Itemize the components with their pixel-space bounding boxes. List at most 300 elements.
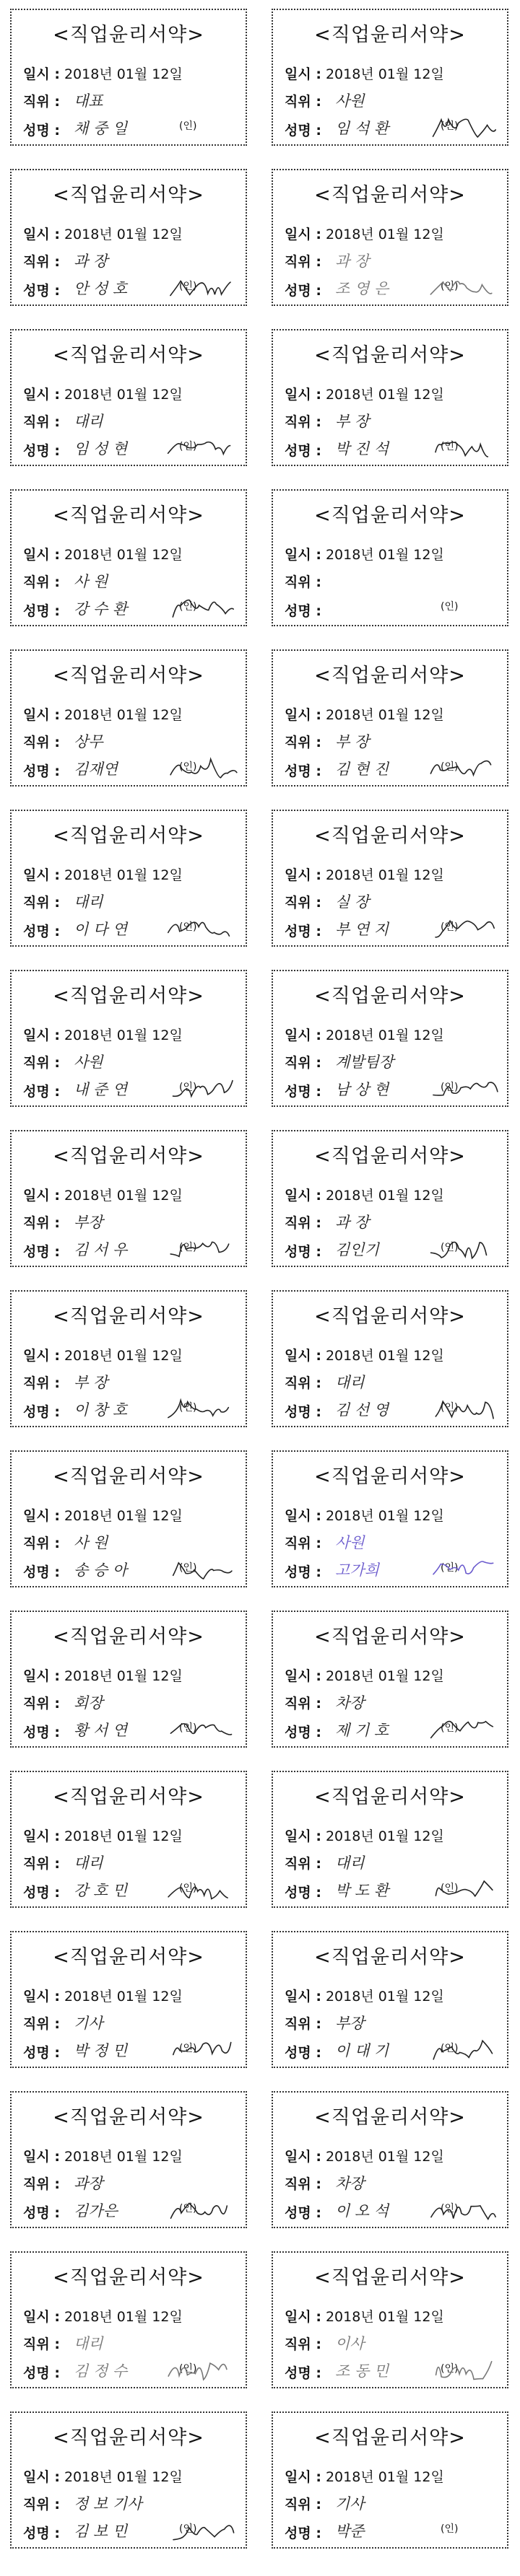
date-row: [285, 1986, 444, 2005]
position-row: [285, 2334, 321, 2353]
date-row: [23, 2466, 183, 2486]
date-row: [285, 1345, 444, 1364]
date-label: 일시 :: [285, 1668, 321, 1684]
signature-scribble: [423, 752, 495, 782]
date-value: 2018년 01월 12일: [59, 1028, 183, 1043]
date-row: [23, 704, 183, 724]
date-value: 2018년 01월 12일: [321, 1188, 444, 1204]
name-label: 성명 :: [23, 1885, 60, 1901]
name-row: [285, 2362, 321, 2382]
name-label: 성명 :: [23, 2525, 60, 2541]
name-label: 성명 :: [23, 763, 60, 779]
pledge-title: <직업윤리서약>: [53, 344, 204, 367]
date-label: 일시 :: [285, 1188, 321, 1204]
signature-scribble: [162, 271, 234, 302]
date-row: [23, 63, 183, 83]
pledge-title: <직업윤리서약>: [314, 2427, 466, 2449]
date-value: 2018년 01월 12일: [321, 1508, 444, 1524]
name-label: 성명 :: [23, 1404, 60, 1420]
position-row: [285, 892, 321, 911]
name-label: 성명 :: [23, 924, 60, 939]
date-row: [23, 864, 183, 884]
handwritten-position: 기사: [74, 2015, 103, 2032]
date-value: 2018년 01월 12일: [59, 227, 183, 242]
name-label: 성명 :: [285, 1564, 321, 1580]
pledge-title: <직업윤리서약>: [314, 2106, 466, 2129]
date-label: 일시 :: [23, 1188, 60, 1204]
date-label: 일시 :: [285, 387, 321, 403]
position-row: [285, 1533, 321, 1552]
seal-mark: (인): [179, 1883, 197, 1894]
handwritten-name: 내 준 연: [74, 1081, 128, 1098]
position-row: [23, 1372, 60, 1392]
position-label: 직위 :: [23, 2497, 60, 2513]
date-row: [285, 1826, 444, 1845]
position-label: 직위 :: [285, 1215, 321, 1231]
handwritten-position: 대리: [74, 1854, 103, 1872]
date-row: [23, 384, 183, 403]
date-row: [285, 704, 444, 724]
position-row: [23, 571, 60, 591]
date-value: 2018년 01월 12일: [321, 867, 444, 883]
handwritten-position: 과 장: [74, 253, 108, 270]
pledge-card: [272, 970, 508, 1107]
position-row: [23, 732, 60, 751]
date-value: 2018년 01월 12일: [59, 1989, 183, 2005]
position-row: [23, 251, 60, 271]
position-label: 직위 :: [285, 254, 321, 270]
signature-scribble: [162, 2033, 234, 2064]
handwritten-position: 과 장: [335, 253, 370, 270]
pledge-card: [10, 1611, 247, 1748]
handwritten-name: 박준: [335, 2523, 365, 2540]
position-row: [23, 1212, 60, 1232]
handwritten-name: 제 기 호: [335, 1722, 389, 1739]
pledge-card: [272, 649, 508, 787]
name-row: [285, 1241, 321, 1261]
date-label: 일시 :: [23, 227, 60, 242]
position-row: [23, 2013, 60, 2033]
handwritten-position: 부장: [74, 1214, 103, 1231]
date-row: [23, 1826, 183, 1845]
name-row: [23, 280, 60, 299]
position-row: [23, 892, 60, 911]
date-value: 2018년 01월 12일: [59, 867, 183, 883]
name-row: [23, 440, 60, 460]
handwritten-position: 사 원: [74, 573, 108, 590]
handwritten-position: 대리: [335, 1854, 365, 1872]
seal-mark: (인): [441, 121, 459, 132]
date-value: 2018년 01월 12일: [59, 387, 183, 403]
pledge-card: [272, 810, 508, 947]
name-label: 성명 :: [23, 2045, 60, 2061]
date-label: 일시 :: [23, 547, 60, 563]
date-row: [23, 2306, 183, 2326]
name-row: [23, 1401, 60, 1421]
pledge-card: [10, 1931, 247, 2068]
handwritten-name: 김 현 진: [335, 761, 389, 778]
date-value: 2018년 01월 12일: [321, 2469, 444, 2485]
handwritten-name: 조 동 민: [335, 2362, 389, 2380]
handwritten-position: 정 보 기사: [74, 2495, 142, 2513]
handwritten-name: 김 정 수: [74, 2362, 128, 2380]
date-label: 일시 :: [285, 2469, 321, 2485]
date-row: [285, 1665, 444, 1685]
name-label: 성명 :: [285, 443, 321, 459]
date-value: 2018년 01월 12일: [321, 1348, 444, 1364]
date-value: 2018년 01월 12일: [59, 1508, 183, 1524]
signature-scribble: [162, 912, 234, 942]
name-label: 성명 :: [285, 2205, 321, 2221]
date-row: [23, 544, 183, 564]
date-label: 일시 :: [23, 387, 60, 403]
position-row: [285, 1052, 321, 1072]
name-label: 성명 :: [285, 123, 321, 139]
pledge-title: <직업윤리서약>: [53, 985, 204, 1007]
pledge-card: [10, 1450, 247, 1587]
date-value: 2018년 01월 12일: [59, 1828, 183, 1844]
seal-mark: (인): [179, 1562, 197, 1574]
signature-scribble: [423, 1553, 495, 1583]
handwritten-name: 김 선 영: [335, 1401, 389, 1419]
position-row: [23, 1533, 60, 1552]
signature-scribble: [423, 1232, 495, 1263]
pledge-title: <직업윤리서약>: [314, 1466, 466, 1488]
name-row: [285, 1081, 321, 1100]
handwritten-name: 부 연 지: [335, 921, 389, 938]
handwritten-position: 상무: [74, 733, 103, 750]
handwritten-name: 임 석 환: [335, 120, 389, 137]
name-row: [285, 761, 321, 780]
pledge-title: <직업윤리서약>: [314, 504, 466, 527]
signature-scribble: [162, 1072, 234, 1103]
position-label: 직위 :: [23, 414, 60, 430]
pledge-title: <직업윤리서약>: [53, 1786, 204, 1808]
seal-mark: (인): [179, 2043, 197, 2054]
signature-scribble: [162, 592, 234, 622]
pledge-card: [10, 2091, 247, 2228]
pledge-card: [10, 169, 247, 306]
date-row: [285, 544, 444, 564]
handwritten-position: 대리: [335, 1374, 365, 1391]
seal-mark: (인): [441, 1242, 459, 1253]
date-row: [285, 864, 444, 884]
date-value: 2018년 01월 12일: [59, 2149, 183, 2165]
name-row: [285, 2042, 321, 2062]
position-row: [285, 1212, 321, 1232]
position-label: 직위 :: [23, 574, 60, 590]
handwritten-position: 대리: [74, 893, 103, 911]
position-label: 직위 :: [285, 1696, 321, 1712]
pledge-title: <직업윤리서약>: [53, 2266, 204, 2289]
handwritten-name: 박 진 석: [335, 440, 389, 457]
seal-mark: (인): [179, 1082, 197, 1093]
date-value: 2018년 01월 12일: [59, 1348, 183, 1364]
name-row: [285, 1401, 321, 1421]
date-row: [23, 2146, 183, 2165]
position-label: 직위 :: [23, 1696, 60, 1712]
position-row: [285, 2013, 321, 2033]
signature-scribble: [423, 1873, 495, 1903]
date-row: [285, 1185, 444, 1204]
date-row: [285, 2306, 444, 2326]
date-value: 2018년 01월 12일: [321, 1028, 444, 1043]
handwritten-position: 부 장: [335, 733, 370, 750]
name-label: 성명 :: [285, 1885, 321, 1901]
seal-mark: (인): [179, 761, 197, 773]
position-label: 직위 :: [285, 94, 321, 110]
date-row: [285, 2466, 444, 2486]
pledge-card: [272, 9, 508, 146]
position-label: 직위 :: [285, 1375, 321, 1391]
position-label: 직위 :: [23, 2336, 60, 2352]
handwritten-position: 차장: [335, 1694, 365, 1712]
handwritten-name: 이 대 기: [335, 2042, 389, 2059]
date-value: 2018년 01월 12일: [321, 1828, 444, 1844]
date-label: 일시 :: [285, 66, 321, 82]
seal-mark: (인): [179, 281, 197, 292]
pledge-title: <직업윤리서약>: [314, 985, 466, 1007]
seal-mark: (인): [441, 761, 459, 773]
handwritten-position: 부 장: [335, 413, 370, 430]
pledge-card: [272, 1290, 508, 1427]
name-row: [23, 761, 60, 780]
signature-scribble: [162, 2194, 234, 2224]
date-value: 2018년 01월 12일: [59, 2469, 183, 2485]
pledge-title: <직업윤리서약>: [314, 1145, 466, 1167]
pledge-title: <직업윤리서약>: [53, 1946, 204, 1968]
date-label: 일시 :: [285, 1348, 321, 1364]
signature-scribble: [423, 2033, 495, 2064]
handwritten-name: 강 수 환: [74, 600, 128, 618]
handwritten-position: 부장: [335, 2015, 365, 2032]
handwritten-name: 채 중 일: [74, 120, 128, 137]
pledge-title: <직업윤리서약>: [314, 344, 466, 367]
pledge-card: [272, 2251, 508, 2388]
seal-mark: (인): [441, 281, 459, 292]
pledge-title: <직업윤리서약>: [314, 2266, 466, 2289]
pledge-card: [10, 649, 247, 787]
pledge-card: [10, 489, 247, 626]
handwritten-position: 대리: [74, 2335, 103, 2352]
date-value: 2018년 01월 12일: [59, 547, 183, 563]
position-label: 직위 :: [23, 94, 60, 110]
pledge-card: [272, 2411, 508, 2549]
name-row: [23, 1081, 60, 1100]
seal-mark: (인): [179, 1402, 197, 1414]
pledge-title: <직업윤리서약>: [53, 2427, 204, 2449]
name-label: 성명 :: [23, 443, 60, 459]
name-row: [285, 2202, 321, 2222]
name-row: [23, 921, 60, 940]
name-label: 성명 :: [23, 283, 60, 299]
seal-mark: (인): [179, 2363, 197, 2375]
date-label: 일시 :: [23, 1989, 60, 2005]
signature-scribble: [162, 1553, 234, 1583]
pledge-title: <직업윤리서약>: [53, 665, 204, 687]
date-label: 일시 :: [23, 1028, 60, 1043]
name-label: 성명 :: [23, 123, 60, 139]
pledge-title: <직업윤리서약>: [314, 1946, 466, 1968]
seal-mark: (인): [441, 1402, 459, 1414]
handwritten-name: 이 오 석: [335, 2202, 389, 2220]
name-row: [285, 440, 321, 460]
date-label: 일시 :: [285, 707, 321, 723]
pledge-title: <직업윤리서약>: [53, 184, 204, 206]
position-label: 직위 :: [285, 1856, 321, 1872]
date-label: 일시 :: [23, 1348, 60, 1364]
position-row: [285, 1372, 321, 1392]
position-label: 직위 :: [285, 414, 321, 430]
position-row: [23, 2494, 60, 2513]
position-label: 직위 :: [23, 1856, 60, 1872]
position-row: [285, 732, 321, 751]
name-label: 성명 :: [23, 2365, 60, 2381]
date-value: 2018년 01월 12일: [321, 1989, 444, 2005]
date-row: [23, 1665, 183, 1685]
date-label: 일시 :: [285, 1508, 321, 1524]
pledge-title: <직업윤리서약>: [314, 665, 466, 687]
pledge-card: [10, 1130, 247, 1267]
signature-scribble: [423, 271, 495, 302]
handwritten-name: 박 정 민: [74, 2042, 128, 2059]
seal-mark: (인): [179, 601, 197, 613]
pledge-card: [272, 1450, 508, 1587]
handwritten-name: 박 도 환: [335, 1882, 389, 1899]
position-row: [285, 1853, 321, 1872]
name-label: 성명 :: [285, 1404, 321, 1420]
signature-scribble: [162, 752, 234, 782]
handwritten-position: 회장: [74, 1694, 103, 1712]
pledge-title: <직업윤리서약>: [314, 184, 466, 206]
name-label: 성명 :: [285, 1244, 321, 1260]
name-row: [285, 280, 321, 299]
date-row: [23, 1986, 183, 2005]
date-value: 2018년 01월 12일: [321, 227, 444, 242]
name-label: 성명 :: [23, 1244, 60, 1260]
name-label: 성명 :: [285, 924, 321, 939]
date-value: 2018년 01월 12일: [321, 707, 444, 723]
handwritten-position: 대표: [74, 92, 103, 110]
signature-scribble: [162, 1713, 234, 1743]
seal-mark: (인): [441, 1082, 459, 1093]
handwritten-position: 과장: [74, 2175, 103, 2192]
name-row: [23, 1882, 60, 1901]
position-label: 직위 :: [285, 2016, 321, 2032]
date-label: 일시 :: [285, 1028, 321, 1043]
pledge-card: [272, 169, 508, 306]
pledge-title: <직업윤리서약>: [53, 1305, 204, 1328]
name-row: [285, 1561, 321, 1581]
position-row: [23, 91, 60, 110]
position-label: 직위 :: [285, 2176, 321, 2192]
pledge-title: <직업윤리서약>: [314, 1786, 466, 1808]
position-label: 직위 :: [23, 1535, 60, 1551]
date-label: 일시 :: [23, 707, 60, 723]
date-label: 일시 :: [285, 2309, 321, 2325]
signature-scribble: [162, 2514, 234, 2544]
position-row: [23, 411, 60, 431]
position-label: 직위 :: [23, 2016, 60, 2032]
signature-scribble: [423, 2354, 495, 2384]
signature-scribble: [423, 111, 495, 141]
position-label: 직위 :: [23, 2176, 60, 2192]
date-label: 일시 :: [23, 1668, 60, 1684]
name-label: 성명 :: [23, 1084, 60, 1100]
handwritten-name: 이 다 연: [74, 921, 128, 938]
handwritten-name: 남 상 현: [335, 1081, 389, 1098]
handwritten-name: 김가은: [74, 2202, 118, 2220]
handwritten-position: 실 장: [335, 893, 370, 911]
name-label: 성명 :: [23, 603, 60, 619]
name-row: [23, 1561, 60, 1581]
pledge-card: [272, 1771, 508, 1908]
position-row: [23, 2173, 60, 2193]
signature-scribble: [162, 1232, 234, 1263]
seal-mark: (인): [441, 1722, 459, 1734]
pledge-title: <직업윤리서약>: [314, 1305, 466, 1328]
date-label: 일시 :: [285, 1828, 321, 1844]
date-value: 2018년 01월 12일: [59, 2309, 183, 2325]
date-label: 일시 :: [285, 227, 321, 242]
position-row: [285, 571, 321, 591]
position-row: [23, 1853, 60, 1872]
date-row: [285, 1025, 444, 1044]
seal-mark: (인): [441, 1562, 459, 1574]
signature-scribble: [423, 2194, 495, 2224]
seal-mark: (인): [441, 2523, 459, 2535]
date-label: 일시 :: [23, 66, 60, 82]
date-row: [23, 224, 183, 243]
seal-mark: (인): [179, 2523, 197, 2535]
position-label: 직위 :: [23, 895, 60, 911]
position-label: 직위 :: [23, 1375, 60, 1391]
name-label: 성명 :: [23, 2205, 60, 2221]
seal-mark: (인): [441, 2363, 459, 2375]
pledge-card: [10, 2251, 247, 2388]
handwritten-position: 대리: [74, 413, 103, 430]
position-label: 직위 :: [23, 1215, 60, 1231]
seal-mark: (인): [179, 2203, 197, 2214]
date-value: 2018년 01월 12일: [321, 387, 444, 403]
position-label: 직위 :: [285, 2497, 321, 2513]
seal-mark: (인): [179, 1242, 197, 1253]
pledge-card: [272, 1931, 508, 2068]
handwritten-position: 사원: [74, 1053, 103, 1071]
name-row: [285, 2523, 321, 2542]
name-row: [23, 1722, 60, 1741]
name-label: 성명 :: [23, 1564, 60, 1580]
name-label: 성명 :: [285, 1725, 321, 1740]
name-row: [23, 1241, 60, 1261]
handwritten-position: 기사: [335, 2495, 365, 2513]
pledge-card: [10, 1771, 247, 1908]
signature-scribble: [162, 1873, 234, 1903]
signature-scribble: [423, 1393, 495, 1423]
name-label: 성명 :: [285, 603, 321, 619]
signature-scribble: [423, 1713, 495, 1743]
handwritten-position: 차장: [335, 2175, 365, 2192]
date-row: [23, 1505, 183, 1525]
name-label: 성명 :: [285, 1084, 321, 1100]
date-row: [23, 1025, 183, 1044]
date-label: 일시 :: [23, 1508, 60, 1524]
name-row: [23, 2523, 60, 2542]
date-label: 일시 :: [23, 2149, 60, 2165]
date-value: 2018년 01월 12일: [321, 66, 444, 82]
name-row: [23, 600, 60, 620]
pledge-card: [10, 329, 247, 466]
